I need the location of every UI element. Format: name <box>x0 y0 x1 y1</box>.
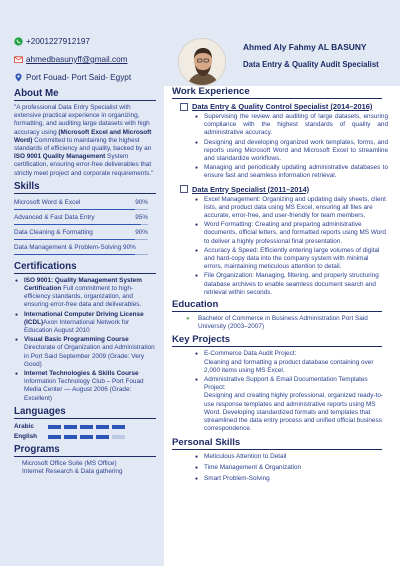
list-item: ● Designing and developing organized work templates, forms, and reports using Microsoft Word and Microsoft Excel to streamline and standardize workflows. <box>204 139 388 164</box>
candidate-name: Ahmed Aly Fahmy AL BASUNY <box>243 42 367 52</box>
skill-label: Microsoft Word & Excel <box>14 198 81 206</box>
cert-detail: Full commitment to high-efficiency standards, organization, and ensuring error-free data and deliverables. <box>24 285 142 309</box>
right-column <box>168 86 396 484</box>
location-pin-icon <box>14 73 23 82</box>
personal-skills-title: Personal Skills <box>172 437 382 450</box>
language-name: Arabic <box>14 423 34 431</box>
job-title-text: Data Entry Specialist (2011–2014) <box>192 184 310 194</box>
skill-bar <box>14 224 148 225</box>
language-level-block <box>96 425 109 429</box>
language-level <box>48 425 128 429</box>
language-level-block <box>64 425 77 429</box>
list-item: ● Smart Problem-Solving <box>204 475 388 483</box>
education-title: Education <box>172 299 382 312</box>
checkbox-icon <box>180 185 188 193</box>
key-projects-title: Key Projects <box>172 334 382 347</box>
list-item: ● Meticulous Attention to Detail <box>204 453 388 461</box>
email-link[interactable]: ahmedbasunyff@gmail.com <box>26 55 128 64</box>
list-item: ● Word Formatting: Creating and preparing administrative documents, official letters, and formatted reports using MS Word to deliver a highly professional final presentation. <box>204 221 388 246</box>
certifications-list <box>14 277 156 403</box>
skill-row <box>14 197 156 212</box>
program-item: Microsoft Office Suite (MS Office) <box>22 459 117 467</box>
list-item: ● Time Management & Organization <box>204 464 388 472</box>
skill-percent: 90% <box>135 198 148 206</box>
project-head: ● Administrative Support & Email Documentation Templates Project: <box>204 376 368 392</box>
language-row <box>14 422 156 432</box>
job-bullets <box>172 113 392 181</box>
skill-row <box>14 212 156 227</box>
cert-name: Internet Technologies & Skills Course <box>24 370 139 378</box>
certifications-title: Certifications <box>14 261 156 274</box>
cert-detail: Information Technology Club – Port Fouad Media Center — August 2006 (Grade: Excellent) <box>24 378 144 402</box>
languages-list <box>14 422 156 442</box>
skills-list <box>14 197 156 257</box>
left-column <box>0 86 164 566</box>
job-bullets <box>172 196 392 297</box>
list-item: ● Accuracy & Speed: Efficiently entering large volumes of digital and hard-copy data into the company system with minimal errors, maintaining meticulous attention to detail. <box>204 247 388 272</box>
skill-bar <box>14 209 148 210</box>
location-text: Port Fouad- Port Said- Egypt <box>26 73 132 82</box>
list-item: ● File Organization: Managing, filtering, and properly structuring database archives to enable seamless document search and retrieval within seconds. <box>204 272 388 297</box>
education-item: ● Bachelor of Commerce in Business Administration Port Said University (2003–2007) <box>172 315 392 331</box>
phone-row <box>14 34 164 49</box>
about-text-bold: ISO 9001 Quality Management <box>14 153 106 161</box>
whatsapp-icon <box>14 37 23 46</box>
programs-list <box>14 460 156 476</box>
about-text-part: Committed to maintaining the highest standards of efficiency and quality, backed by an <box>14 136 152 153</box>
checkbox-icon <box>180 103 188 111</box>
language-level-block <box>48 425 61 429</box>
skill-bar-fill <box>14 254 135 255</box>
list-item <box>204 350 388 375</box>
cert-name: ISO 9001: Quality Management System Certification <box>24 276 142 293</box>
skill-bar <box>14 254 148 255</box>
language-level-block <box>64 435 77 439</box>
cert-name: Visual Basic Programming Course <box>24 336 129 344</box>
skill-row <box>14 227 156 242</box>
programs-title: Programs <box>14 444 156 457</box>
program-item: Internet Research & Data gathering <box>22 468 123 476</box>
profile-photo <box>178 38 226 86</box>
candidate-role: Data Entry & Quality Audit Specialist <box>243 60 379 69</box>
language-level-block <box>112 435 125 439</box>
project-head: ● E-Commerce Data Audit Project: <box>204 350 297 358</box>
job-title-text: Data Entry & Quality Control Specialist (2014–2016) <box>192 102 373 111</box>
about-text-part: System certification, ensuring error-free deliverables that strictly meet project and corporate requirements." <box>14 153 154 177</box>
language-level-block <box>80 425 93 429</box>
list-item <box>14 311 156 336</box>
skill-label: Advanced & Fast Data Entry <box>14 213 95 221</box>
skill-bar-fill <box>14 239 135 240</box>
languages-title: Languages <box>14 406 156 419</box>
header-band <box>0 0 400 86</box>
about-text-part: "A professional Data Entry Specialist with extensive practical experience in organizing, formatting, and auditing large datasets with high accuracy using <box>14 104 150 136</box>
skill-percent: 90% <box>135 228 148 236</box>
list-item: ● Supervising the review and auditing of large datasets, ensuring compliance with the highest standards of quality and administrative accuracy. <box>204 113 388 138</box>
mail-icon <box>14 55 23 64</box>
skill-bar-fill <box>14 209 135 210</box>
list-item <box>204 376 388 433</box>
language-name: English <box>14 433 38 441</box>
language-level <box>48 435 128 439</box>
skill-label: Data Management & Problem-Solving 90% <box>14 243 136 251</box>
email-row <box>14 52 164 67</box>
skills-title: Skills <box>14 181 156 194</box>
skill-bar-fill <box>14 224 141 225</box>
location-row <box>14 70 164 85</box>
personal-skills-list <box>172 453 392 484</box>
job-title <box>180 102 392 111</box>
language-row <box>14 432 156 442</box>
list-item: ● Excel Management: Organizing and updating daily sheets, client lists, and product data using MS Excel, ensuring all files are accurate, error-free, and user-friendly for team members. <box>204 196 388 221</box>
list-item <box>14 277 156 310</box>
about-text <box>14 104 156 178</box>
list-item: ● Managing and periodically updating administrative databases to ensure fast and seamless information retrieval. <box>204 164 388 180</box>
language-level-block <box>112 425 125 429</box>
job-title <box>180 185 392 194</box>
skill-percent: 95% <box>135 213 148 221</box>
list-item <box>14 336 156 369</box>
skill-label: Data Cleaning & Formatting <box>14 228 93 236</box>
language-level-block <box>48 435 61 439</box>
language-level-block <box>96 435 109 439</box>
language-level-block <box>80 435 93 439</box>
contact-block <box>14 34 164 88</box>
projects-list <box>172 350 392 433</box>
about-text-bold: (Microsoft Excel and Microsoft Word) <box>14 128 152 144</box>
cert-detail: Directorate of Organization and Administration in Port Said September 2009 (Grade: Very Good) <box>24 344 155 368</box>
skill-row <box>14 242 156 257</box>
skill-bar <box>14 239 148 240</box>
about-title: About Me <box>14 88 156 101</box>
cert-name: International Computer Driving License (ICDL) <box>24 310 144 326</box>
project-body: Cleaning and formatting a product database containing over 2,000 items using MS Excel. <box>204 358 374 374</box>
phone-text[interactable]: +2001227912197 <box>26 37 90 46</box>
cert-detail: Axon International Network for Education August 2010 <box>24 318 130 335</box>
project-body: Designing and creating highly professional, organized ready-to-use response templates and administrative reports using MS Word. Developing standardized formats and templates that streamlined the data entry process and unified official business correspondence. <box>204 392 384 433</box>
list-item <box>14 370 156 403</box>
work-experience-title: Work Experience <box>172 86 382 99</box>
